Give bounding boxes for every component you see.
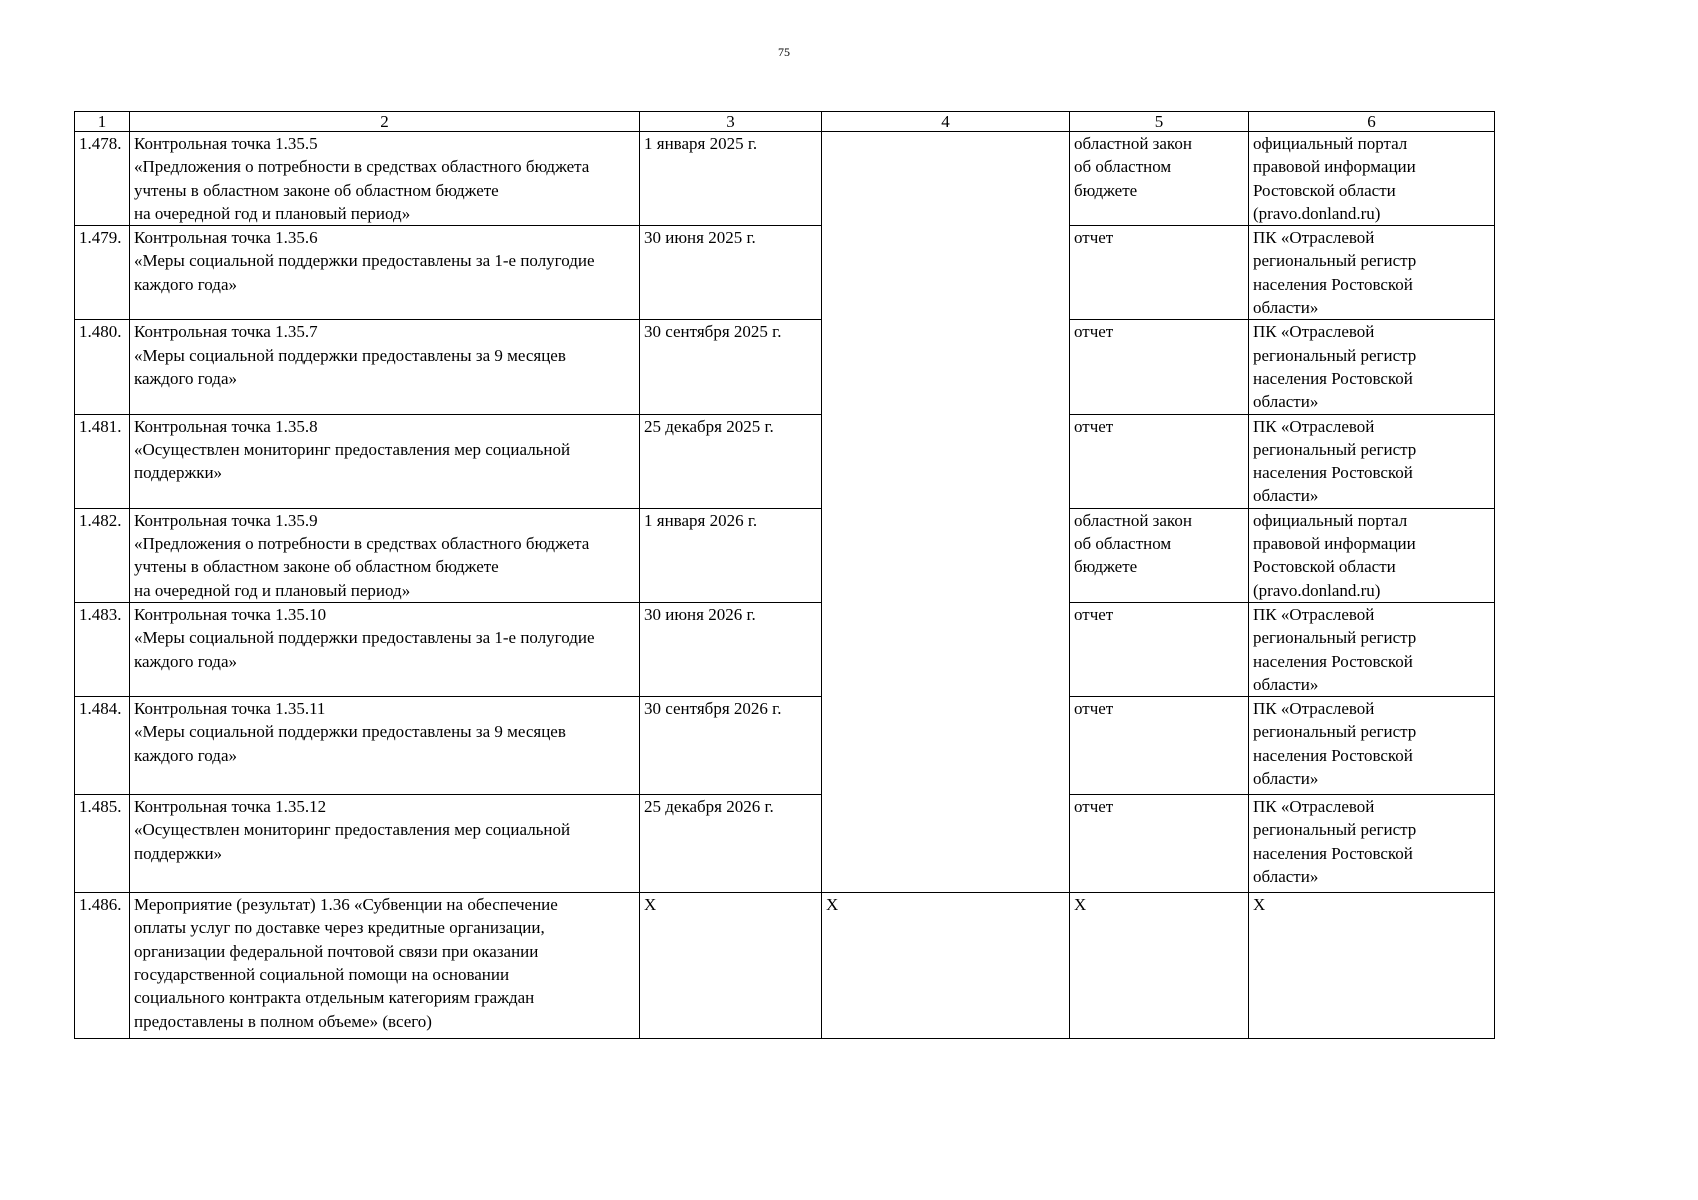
column-header: 1 — [75, 112, 130, 132]
source-line: ПК «Отраслевой — [1253, 416, 1375, 436]
description-line: каждого года» — [134, 368, 237, 388]
table-row — [75, 132, 1495, 226]
header-row — [75, 112, 1495, 132]
description-line: «Меры социальной поддержки предоставлены за 9 месяцев — [134, 345, 566, 365]
activity-description — [130, 893, 640, 1039]
table-row — [75, 795, 1495, 893]
description-line: Контрольная точка 1.35.6 — [134, 228, 318, 248]
description-line: Контрольная точка 1.35.7 — [134, 322, 318, 342]
row-number: 1.486. — [75, 893, 130, 1039]
control-point-description — [130, 795, 640, 893]
information-source — [1249, 226, 1495, 320]
row-number: 1.485. — [75, 795, 130, 893]
deadline-date: 1 января 2026 г. — [640, 508, 822, 602]
description-line: государственной социальной помощи на основании — [134, 965, 510, 985]
description-line: «Меры социальной поддержки предоставлены за 1-е полугодие — [134, 628, 595, 648]
source-line: Ростовской области — [1253, 557, 1396, 577]
source-line: региональный регистр — [1253, 628, 1417, 648]
description-line: на очередной год и плановый период» — [134, 580, 411, 600]
source-line: официальный портал — [1253, 134, 1408, 153]
description-line: учтены в областном законе об областном бюджете — [134, 180, 499, 200]
row-number: 1.481. — [75, 414, 130, 508]
result-document — [1070, 795, 1249, 893]
source-line: региональный регистр — [1253, 439, 1417, 459]
deadline-date: 30 сентября 2025 г. — [640, 320, 822, 414]
source-line: региональный регистр — [1253, 820, 1417, 840]
result-document — [1070, 132, 1249, 226]
description-line: «Меры социальной поддержки предоставлены за 9 месяцев — [134, 722, 566, 742]
description-line: «Предложения о потребности в средствах областного бюджета — [134, 534, 590, 554]
information-source — [1249, 697, 1495, 795]
table-row — [75, 320, 1495, 414]
result-line: областной закон — [1074, 510, 1192, 530]
information-source — [1249, 795, 1495, 893]
description-line: Мероприятие (результат) 1.36 «Субвенции на обеспечение — [134, 895, 558, 915]
x-mark: X — [640, 893, 822, 1039]
row-number: 1.478. — [75, 132, 130, 226]
column-header: 6 — [1249, 112, 1495, 132]
table-row — [75, 226, 1495, 320]
description-line: организации федеральной почтовой связи при оказании — [134, 941, 539, 961]
description-line: «Осуществлен мониторинг предоставления мер социальной — [134, 439, 571, 459]
row-number: 1.483. — [75, 602, 130, 696]
result-document — [1070, 414, 1249, 508]
source-line: населения Ростовской — [1253, 463, 1413, 483]
description-line: Контрольная точка 1.35.12 — [134, 797, 327, 817]
deadline-date: 25 декабря 2026 г. — [640, 795, 822, 893]
source-line: региональный регистр — [1253, 722, 1417, 742]
description-line: Контрольная точка 1.35.8 — [134, 416, 318, 436]
table-row — [75, 602, 1495, 696]
deadline-date: 30 июня 2026 г. — [640, 602, 822, 696]
source-line: ПК «Отраслевой — [1253, 228, 1375, 248]
result-line: бюджете — [1074, 180, 1138, 200]
row-number: 1.484. — [75, 697, 130, 795]
result-line: отчет — [1074, 416, 1114, 436]
description-line: «Меры социальной поддержки предоставлены за 1-е полугодие — [134, 251, 595, 271]
table-row — [75, 414, 1495, 508]
description-line: учтены в областном законе об областном бюджете — [134, 557, 499, 577]
deadline-date: 30 июня 2025 г. — [640, 226, 822, 320]
deadline-date: 30 сентября 2026 г. — [640, 697, 822, 795]
x-mark: X — [1070, 893, 1249, 1039]
control-point-description — [130, 132, 640, 226]
source-line: правовой информации — [1253, 534, 1416, 554]
source-line: области» — [1253, 867, 1319, 887]
source-line: области» — [1253, 298, 1319, 318]
source-line: региональный регистр — [1253, 251, 1417, 271]
source-line: населения Ростовской — [1253, 651, 1413, 671]
source-line: области» — [1253, 674, 1319, 694]
information-source — [1249, 602, 1495, 696]
source-line: населения Ростовской — [1253, 368, 1413, 388]
column-header: 3 — [640, 112, 822, 132]
result-line: отчет — [1074, 797, 1114, 817]
source-line: области» — [1253, 486, 1319, 506]
x-mark: X — [822, 893, 1070, 1039]
result-line: областной закон — [1074, 134, 1192, 153]
source-line: официальный портал — [1253, 510, 1408, 530]
source-line: населения Ростовской — [1253, 274, 1413, 294]
source-line: населения Ростовской — [1253, 843, 1413, 863]
source-line: Ростовской области — [1253, 180, 1396, 200]
page-number: 75 — [778, 45, 790, 59]
control-points-table — [74, 111, 1495, 1039]
result-line: отчет — [1074, 228, 1114, 248]
result-line: об областном — [1074, 157, 1172, 177]
result-document — [1070, 602, 1249, 696]
source-line: ПК «Отраслевой — [1253, 604, 1375, 624]
description-line: поддержки» — [134, 843, 223, 863]
result-document — [1070, 697, 1249, 795]
column-header: 4 — [822, 112, 1070, 132]
description-line: «Предложения о потребности в средствах областного бюджета — [134, 157, 590, 177]
table-row — [75, 893, 1495, 1039]
control-point-description — [130, 414, 640, 508]
information-source — [1249, 132, 1495, 226]
control-point-description — [130, 697, 640, 795]
source-line: региональный регистр — [1253, 345, 1417, 365]
source-line: (pravo.donland.ru) — [1253, 203, 1381, 223]
source-line: населения Ростовской — [1253, 745, 1413, 765]
deadline-date: 1 января 2025 г. — [640, 132, 822, 226]
deadline-date: 25 декабря 2025 г. — [640, 414, 822, 508]
information-source — [1249, 508, 1495, 602]
information-source — [1249, 320, 1495, 414]
row-number: 1.480. — [75, 320, 130, 414]
description-line: «Осуществлен мониторинг предоставления мер социальной — [134, 820, 571, 840]
result-line: бюджете — [1074, 557, 1138, 577]
description-line: предоставлены в полном объеме» (всего) — [134, 1011, 432, 1031]
result-line: отчет — [1074, 604, 1114, 624]
result-document — [1070, 508, 1249, 602]
result-line: отчет — [1074, 699, 1114, 719]
source-line: области» — [1253, 769, 1319, 789]
control-point-description — [130, 320, 640, 414]
result-line: об областном — [1074, 534, 1172, 554]
row-number: 1.479. — [75, 226, 130, 320]
description-line: Контрольная точка 1.35.5 — [134, 134, 318, 153]
source-line: правовой информации — [1253, 157, 1416, 177]
information-source — [1249, 414, 1495, 508]
result-document — [1070, 226, 1249, 320]
source-line: ПК «Отраслевой — [1253, 797, 1375, 817]
description-line: каждого года» — [134, 274, 237, 294]
control-point-description — [130, 602, 640, 696]
control-point-description — [130, 226, 640, 320]
responsible-cell-empty — [822, 132, 1070, 893]
description-line: на очередной год и плановый период» — [134, 203, 411, 223]
source-line: ПК «Отраслевой — [1253, 699, 1375, 719]
description-line: Контрольная точка 1.35.11 — [134, 699, 326, 719]
column-header: 5 — [1070, 112, 1249, 132]
column-header: 2 — [130, 112, 640, 132]
source-line: области» — [1253, 392, 1319, 412]
source-line: (pravo.donland.ru) — [1253, 580, 1381, 600]
row-number: 1.482. — [75, 508, 130, 602]
description-line: Контрольная точка 1.35.9 — [134, 510, 318, 530]
description-line: оплаты услуг по доставке через кредитные организации, — [134, 918, 545, 938]
x-mark: X — [1249, 893, 1495, 1039]
control-point-description — [130, 508, 640, 602]
result-line: отчет — [1074, 322, 1114, 342]
description-line: каждого года» — [134, 745, 237, 765]
table-row — [75, 697, 1495, 795]
description-line: каждого года» — [134, 651, 237, 671]
result-document — [1070, 320, 1249, 414]
description-line: поддержки» — [134, 463, 223, 483]
table-row — [75, 508, 1495, 602]
description-line: Контрольная точка 1.35.10 — [134, 604, 327, 624]
description-line: социального контракта отдельным категориям граждан — [134, 988, 535, 1008]
source-line: ПК «Отраслевой — [1253, 322, 1375, 342]
